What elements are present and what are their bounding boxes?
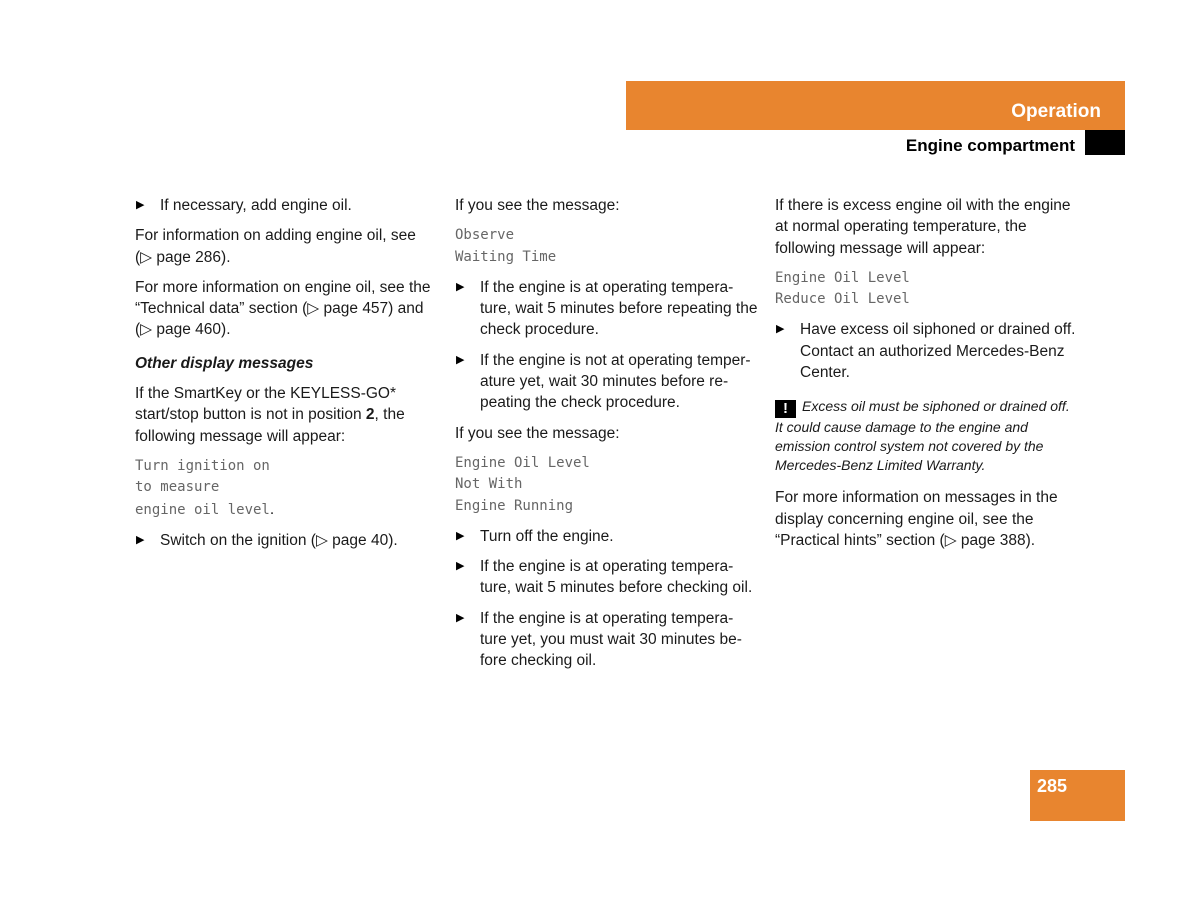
instruction-text: If necessary, add engine oil. <box>160 197 352 214</box>
paragraph: For more information on messages in the display concerning engine oil, see the “Practical hints” section (▷ page 388). <box>775 489 1058 549</box>
display-message <box>455 453 760 517</box>
display-message <box>775 268 1080 311</box>
instruction-text: If the engine is at operating tempera-ture, wait 5 minutes before checking oil. <box>480 558 753 597</box>
column-3 <box>775 195 1080 560</box>
display-message-line: Observe <box>455 227 515 244</box>
instruction-item <box>775 319 1080 383</box>
instruction-item <box>455 526 760 547</box>
section-title: Operation <box>1011 101 1101 122</box>
subheading: Other display messages <box>135 354 314 372</box>
triangle-bullet-icon: ▶ <box>456 560 465 573</box>
display-message-line: Engine Running <box>455 497 574 514</box>
instruction-item <box>455 608 760 672</box>
sentence-period: . <box>269 500 275 518</box>
triangle-bullet-icon: ▶ <box>776 323 785 336</box>
instruction-text: If the engine is at operating tempera-ture yet, you must wait 30 minutes be-fore checking oil. <box>480 609 742 670</box>
triangle-bullet-icon: ▶ <box>456 529 465 542</box>
section-header-bar <box>626 81 1125 130</box>
position-number: 2 <box>365 406 375 424</box>
triangle-bullet-icon: ▶ <box>136 199 145 211</box>
paragraph: For more information on engine oil, see the “Technical data” section (▷ page 457) and (▷ page 460). <box>135 278 431 339</box>
instruction-item <box>135 195 435 216</box>
column-1 <box>135 195 435 560</box>
paragraph <box>135 383 435 447</box>
instruction-item <box>455 350 760 414</box>
subsection-title: Engine compartment <box>905 136 1075 155</box>
page-number-box <box>1030 770 1125 821</box>
display-message-line: Reduce Oil Level <box>775 291 910 308</box>
section-marker <box>1085 130 1125 155</box>
warning-text: Excess oil must be siphoned or drained off. It could cause damage to the engine and emission control system not covered by the Mercedes-Benz Limited Warranty. <box>775 398 1070 474</box>
display-message-line: engine oil level <box>135 501 270 518</box>
paragraph: If you see the message: <box>455 197 620 214</box>
display-message-line: Engine Oil Level <box>775 269 910 286</box>
triangle-bullet-icon: ▶ <box>456 280 465 293</box>
page-number: 285 <box>1037 776 1068 796</box>
paragraph-text: , the following message will appear: <box>135 406 405 445</box>
instruction-text: If the engine is not at operating temper-ature yet, wait 30 minutes before re-peating the check procedure. <box>480 351 751 412</box>
paragraph: For information on adding engine oil, see (▷ page 286). <box>135 227 416 266</box>
warning-icon: ! <box>775 400 796 418</box>
display-message-line: Turn ignition on <box>135 457 270 474</box>
column-2 <box>455 195 760 681</box>
instruction-text: Turn off the engine. <box>480 527 614 545</box>
triangle-bullet-icon: ▶ <box>136 533 145 546</box>
instruction-text: If the engine is at operating tempera-ture, wait 5 minutes before repeating the check procedure. <box>480 278 758 339</box>
display-message <box>455 225 760 268</box>
display-message-line: Engine Oil Level <box>455 454 590 471</box>
display-message-line: Waiting Time <box>455 248 557 265</box>
paragraph-text: If the SmartKey or the KEYLESS-GO* start/stop button is not in position <box>135 385 397 424</box>
warning-note <box>775 397 1080 475</box>
instruction-item <box>455 556 760 599</box>
instruction-text: Switch on the ignition (▷ page 40). <box>160 531 398 549</box>
display-message <box>135 456 435 521</box>
triangle-bullet-icon: ▶ <box>456 611 465 624</box>
paragraph: If you see the message: <box>455 424 620 442</box>
triangle-bullet-icon: ▶ <box>456 353 465 366</box>
instruction-text: Have excess oil siphoned or drained off. Contact an authorized Mercedes-Benz Center. <box>800 321 1076 382</box>
instruction-item <box>455 277 760 341</box>
paragraph: If there is excess engine oil with the engine at normal operating temperature, the following message will appear: <box>775 197 1071 257</box>
display-message-line: Not With <box>455 476 523 493</box>
display-message-line: to measure <box>135 479 220 496</box>
instruction-item <box>135 530 435 551</box>
